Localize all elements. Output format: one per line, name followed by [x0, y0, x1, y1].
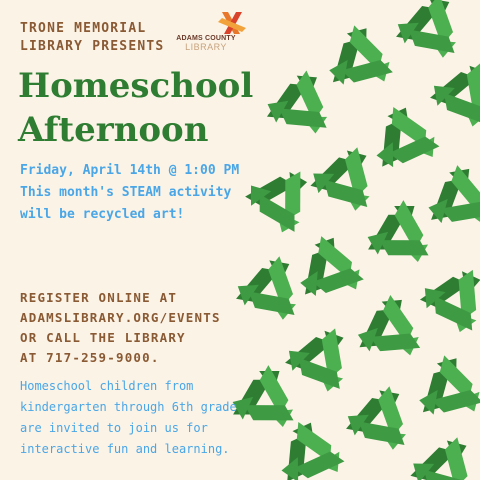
register-line: OR CALL THE LIBRARY [20, 330, 186, 345]
recycle-icon [408, 255, 480, 356]
recycle-icon [341, 380, 427, 469]
invitation-text [20, 376, 260, 460]
invite-line: are invited to join us for [20, 421, 208, 435]
invite-line: Homeschool children from [20, 379, 194, 393]
invite-line: interactive fun and learning. [20, 442, 230, 456]
recycle-icon [410, 346, 480, 439]
event-line: Friday, April 14th @ 1:00 PM [20, 163, 240, 178]
register-phone: AT 717-259-9000. [20, 350, 160, 365]
event-line: This month's STEAM activity [20, 185, 232, 200]
title-line: Afternoon [18, 110, 209, 150]
recycle-icon [403, 428, 480, 480]
recycle-icon [355, 292, 435, 375]
recycle-icon [420, 51, 480, 148]
recycle-icon [275, 316, 370, 413]
registration-info [20, 288, 250, 368]
page-title [18, 64, 253, 152]
event-details [20, 160, 260, 226]
logo-line: ADAMS COUNTY [176, 35, 236, 42]
presenter-text [20, 20, 164, 56]
recycle-icon [264, 67, 344, 150]
recycle-icon [320, 16, 411, 109]
recycle-icon [361, 91, 460, 192]
recycle-icon [391, 0, 477, 77]
register-url: ADAMSLIBRARY.ORG/EVENTS [20, 310, 221, 325]
presenter-line: TRONE MEMORIAL [20, 21, 147, 36]
invite-line: kindergarten through 6th grade [20, 400, 237, 414]
presenter-line: LIBRARY PRESENTS [20, 39, 165, 54]
register-line: REGISTER ONLINE AT [20, 290, 178, 305]
title-line: Homeschool [18, 66, 254, 106]
recycle-icon [422, 159, 480, 248]
recycle-icon [368, 200, 441, 277]
event-line: will be recycled art! [20, 207, 185, 222]
recycle-icon [303, 138, 394, 231]
logo-line: LIBRARY [185, 42, 227, 52]
library-logo-text [174, 35, 238, 51]
